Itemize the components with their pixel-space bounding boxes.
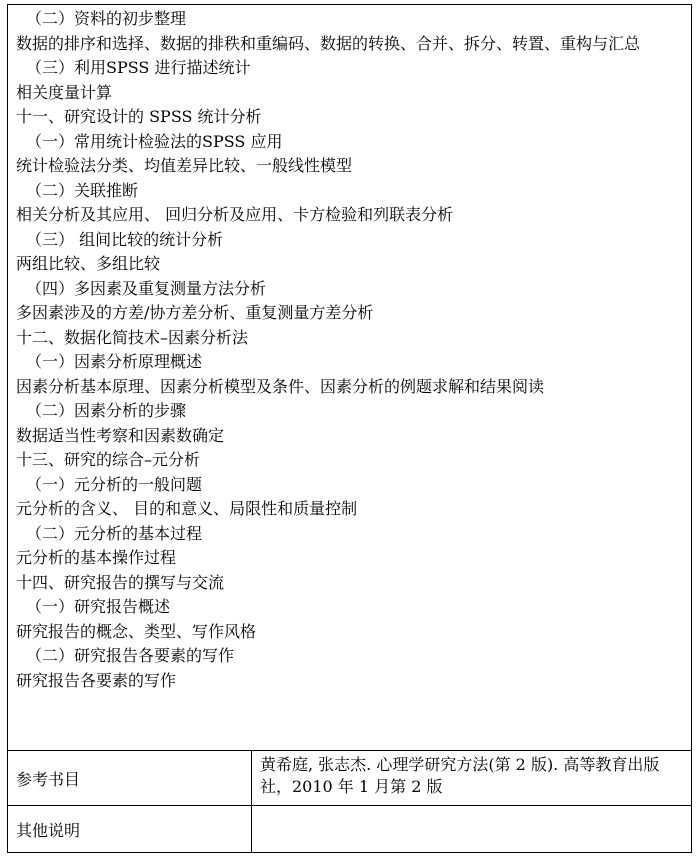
outline-subheading: （二）元分析的基本过程 (26, 523, 203, 543)
outline-line: 统计检验法分类、均值差异比较、一般线性模型 (16, 156, 353, 175)
outline-subheading: （二）关联推断 (26, 180, 139, 200)
outline-line: 十三、研究的综合–元分析 (16, 450, 201, 469)
outline-line: 相关分析及其应用、 回归分析及应用、卡方检验和列联表分析 (16, 205, 454, 224)
outline-content (8, 5, 691, 750)
outline-line: 两组比较、多组比较 (16, 254, 161, 273)
outline-line: 数据适当性考察和因素数确定 (16, 425, 225, 445)
outline-subheading: （一）研究报告概述 (26, 597, 171, 616)
outline-line: 十四、研究报告的撰写与交流 (16, 572, 225, 592)
references-value: 黄希庭, 张志杰. 心理学研究方法(第 2 版). 高等教育出版社，2010 年 1 月第 2 版 (252, 751, 692, 806)
outline-line: 数据的排序和选择、数据的排秩和重编码、数据的转换、合并、拆分、转置、重构与汇总 (16, 33, 641, 53)
outline-subheading: （二）因素分析的步骤 (26, 401, 187, 420)
outline-subheading: （一）因素分析原理概述 (26, 352, 203, 371)
outline-subheading: （二）研究报告各要素的写作 (26, 646, 235, 665)
outline-line: 因素分析基本原理、因素分析模型及条件、因素分析的例题求解和结果阅读 (16, 376, 545, 396)
outline-subheading: （三） 组间比较的统计分析 (26, 229, 224, 249)
outline-line: 研究报告的概念、类型、写作风格 (16, 621, 257, 641)
other-notes-value (252, 806, 692, 853)
outline-line: 多因素涉及的方差/协方差分析、重复测量方差分析 (16, 303, 374, 322)
outline-subheading: （一）常用统计检验法的SPSS 应用 (26, 131, 283, 151)
outline-line: 相关度量计算 (16, 82, 113, 102)
outline-subheading: （四）多因素及重复测量方法分析 (26, 278, 267, 298)
outline-subheading: （三）利用SPSS 进行描述统计 (26, 58, 251, 77)
other-notes-label: 其他说明 (8, 806, 252, 853)
outline-line: 十二、数据化简技术–因素分析法 (16, 327, 249, 347)
outline-subheading: （二）资料的初步整理 (26, 9, 187, 28)
syllabus-table (7, 4, 692, 853)
outline-line: 元分析的含义、 目的和意义、局限性和质量控制 (16, 499, 358, 518)
outline-line: 十一、研究设计的 SPSS 统计分析 (16, 107, 262, 126)
outline-subheading: （一）元分析的一般问题 (26, 474, 203, 494)
outline-cell (8, 5, 692, 751)
outline-line: 研究报告各要素的写作 (16, 670, 177, 690)
outline-line: 元分析的基本操作过程 (16, 548, 177, 567)
references-label: 参考书目 (8, 751, 252, 806)
